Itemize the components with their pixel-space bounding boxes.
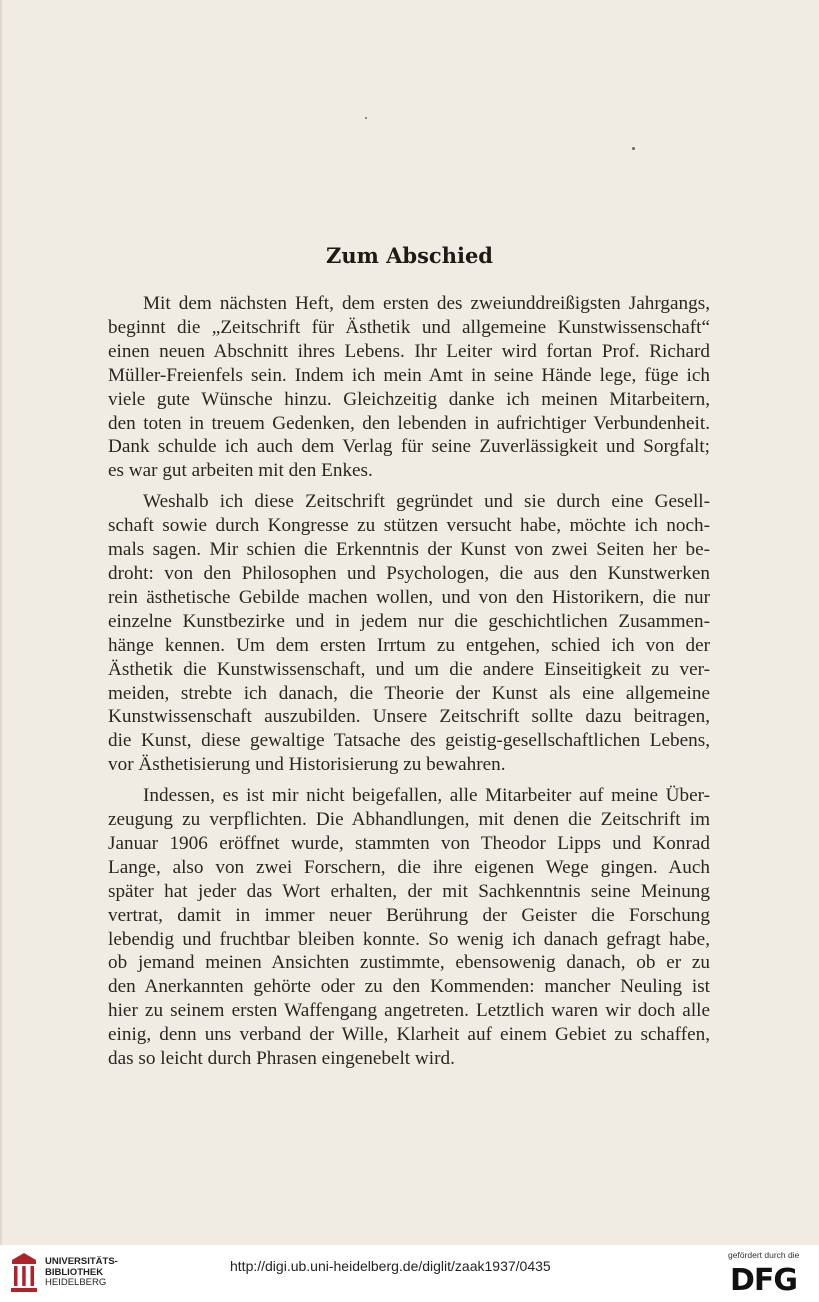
paragraph-1 [108,292,710,483]
text-line: lebendig und fruchtbar bleiben konnte. So wenig ich danach gefragt habe, [108,928,710,950]
text-line: vor Ästhetisierung und Historisierung zu bewahren. [108,754,506,776]
paragraph-2 [108,490,710,777]
text-line: rein ästhetische Gebilde machen wollen, und von den Historikern, die nur [108,586,710,608]
funder-caption: gefördert durch die [728,1250,800,1260]
text-line: droht: von den Philosophen und Psychologen, die aus den Kunstwerken [108,562,710,584]
text-line: Ästhetik die Kunstwissenschaft, und um die andere Einseitigkeit zu ver- [108,658,710,680]
text-line: hänge kennen. Um dem ersten Irrtum zu entgehen, schied ich von der [108,634,710,656]
text-line: einen neuen Abschnitt ihres Lebens. Ihr Leiter wird fortan Prof. Richard [108,340,710,362]
text-line: mals sagen. Mir schien die Erkenntnis der Kunst von zwei Seiten her be- [108,539,710,561]
dfg-logo: DFG [730,1263,798,1298]
text-line: vertrat, damit in immer neuer Berührung der Geister die Forschung [108,904,710,926]
article-body [108,292,710,1078]
text-line: einig, denn uns verband der Wille, Klarheit auf einem Gebiet zu schaffen, [108,1024,710,1046]
text-line: beginnt die „Zeitschrift für Ästhetik und allgemeine Kunstwissenschaft“ [108,316,710,338]
article-title: Zum Abschied [325,243,493,268]
text-line: Lange, also von zwei Forschern, die ihre eigenen Wege gingen. Auch [108,856,710,878]
text-line: ob jemand meinen Ansichten zustimmte, ebensowenig danach, ob er zu [108,952,710,974]
text-line: zeugung zu verpflichten. Die Abhandlungen, mit denen die Zeitschrift im [108,809,710,831]
text-line: Kunstwissenschaft auszubilden. Unsere Zeitschrift sollte dazu beitragen, [108,706,710,728]
text-line: den Anerkannten gehörte oder zu den Kommenden: mancher Neuling ist [108,976,710,998]
text-line: Dank schulde ich auch dem Verlag für seine Zuverlässigkeit und Sorgfalt; [108,436,710,458]
text-line: es war gut arbeiten mit den Enkes. [108,460,373,482]
text-line: viele gute Wünsche hinzu. Gleichzeitig danke ich meinen Mitarbeitern, [108,388,710,410]
page-edge [0,0,3,1245]
library-name-line: UNIVERSITÄTS- [45,1256,118,1267]
text-line: Weshalb ich diese Zeitschrift gegründet und sie durch eine Gesell- [143,491,710,513]
library-name-line: HEIDELBERG [45,1277,107,1288]
text-line: das so leicht durch Phrasen eingenebelt wird. [108,1048,455,1070]
text-line: Mit dem nächsten Heft, dem ersten des zweiunddreißigsten Jahrgangs, [143,293,710,314]
paragraph-3 [108,784,710,1071]
text-line: schaft sowie durch Kongresse zu stützen versucht habe, möchte ich noch- [108,515,710,537]
text-line: hier zu seinem ersten Waffengang angetreten. Letztlich waren wir doch alle [108,1000,710,1022]
text-line: Müller-Freienfels sein. Indem ich mein Amt in seine Hände lege, füge ich [108,364,710,386]
library-name-line: BIBLIOTHEK [45,1266,104,1278]
text-line: Januar 1906 eröffnet wurde, stammten von Theodor Lipps und Konrad [108,832,710,854]
scan-speck [632,147,635,150]
text-line: einzelne Kunstbezirke und in jedem nur die geschichtlichen Zusammen- [108,610,710,632]
text-line: den toten in treuem Gedenken, den lebenden in aufrichtiger Verbundenheit. [108,412,710,434]
text-line: die Kunst, diese gewaltige Tatsache des geistig-gesellschaftlichen Lebens, [108,730,710,752]
text-line: Indessen, es ist mir nicht beigefallen, alle Mitarbeiter auf meine Über- [143,785,710,807]
university-library-logo-icon [9,1251,39,1295]
permalink-url[interactable]: http://digi.ub.uni-heidelberg.de/diglit/zaak1937/0435 [230,1258,551,1274]
text-line: später hat jeder das Wort erhalten, der mit Sachkenntnis seine Meinung [108,880,710,902]
text-line: meiden, strebte ich danach, die Theorie der Kunst als eine allgemeine [108,682,710,704]
scan-speck [365,117,367,119]
library-name [45,1257,118,1289]
